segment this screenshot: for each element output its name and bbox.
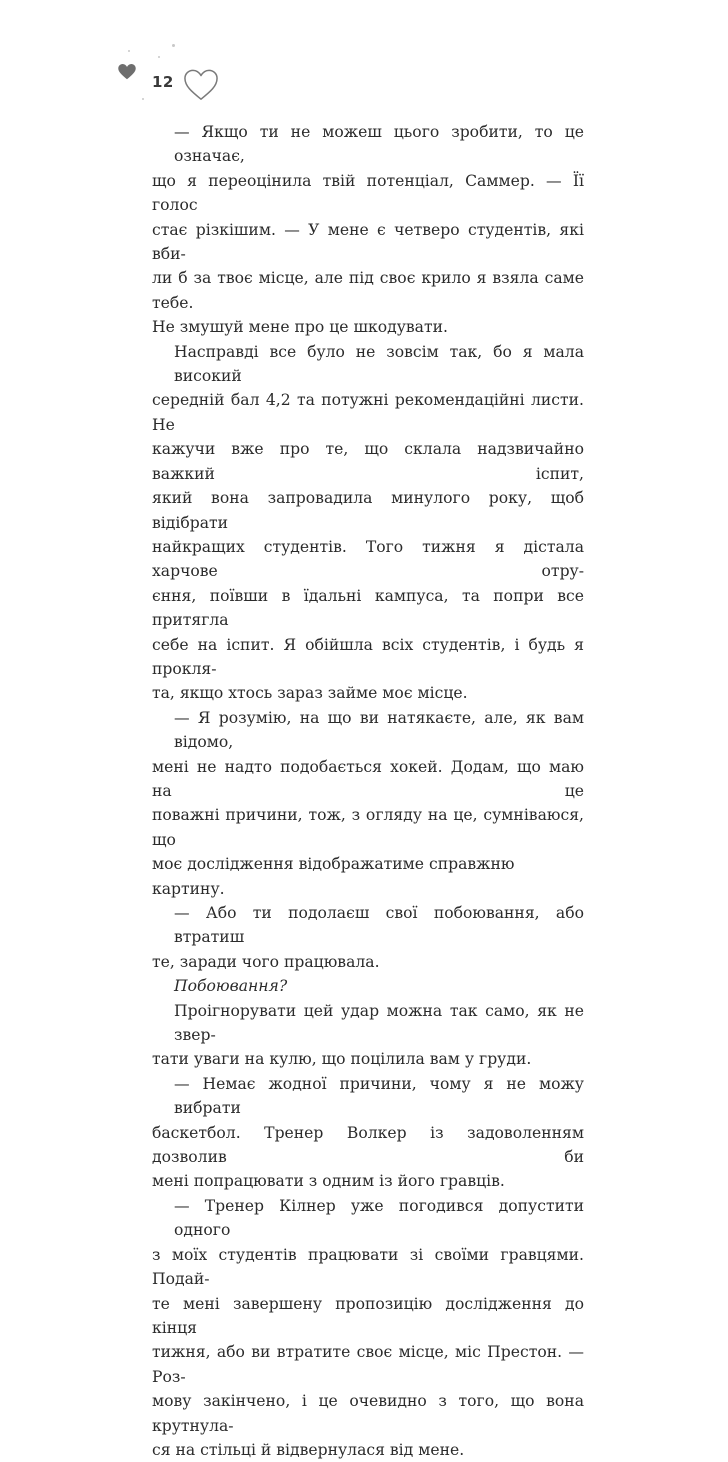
text-line: Не змушуй мене про це шкодувати. [152,318,448,337]
page-header [112,40,232,110]
text-line: середній бал 4,2 та потужні рекомендаційні листи. Не [152,391,584,434]
text-line: єння, поївши в їдальні кампуса, та попри все притягла [152,586,584,630]
text-line: кажучи вже про те, що склала надзвичайно важкий іспит, [152,440,584,483]
text-line: поважні причини, тож, з огляду на це, сумніваюся, що [152,806,584,849]
decorative-dot [142,98,144,100]
text-line: Насправді все було не зовсім так, бо я мала високий [174,342,584,386]
paragraph [152,999,584,1072]
text-line: Проігнорувати цей удар можна так само, як не звер- [174,1001,584,1045]
decorative-dot [128,50,130,52]
text-line: ся на стільці й відвернулася від мене. [152,1440,465,1459]
paragraph [152,120,584,340]
text-line: те, заради чого працювала. [152,952,380,971]
text-line: мову закінчено, і це очевидно з того, що вона крутнула- [152,1392,584,1435]
text-line: мені попрацювати з одним із його гравців. [152,1172,505,1191]
paragraph [152,974,584,998]
text-line: моє дослідження відображатиме справжню картину. [152,855,515,898]
text-line: з моїх студентів працювати зі своїми гравцями. Подай- [152,1245,584,1289]
paragraph [152,901,584,974]
text-line: тижня, або ви втратите своє місце, міс Престон. — Роз- [152,1343,584,1386]
text-line: себе на іспит. Я обійшла всіх студентів, і будь я прокля- [152,635,584,678]
text-line: — Я розумію, на що ви натякаєте, але, як вам відомо, [174,708,584,752]
text-line: — Тренер Кілнер уже погодився допустити одного [174,1196,584,1240]
page-number: 12 [152,73,174,91]
text-line: мені не надто подобається хокей. Додам, що маю на це [152,757,584,800]
paragraph [152,1194,584,1462]
text-line: — Або ти подолаєш свої побоювання, або втратиш [174,904,584,947]
text-line: стає різкішим. — У мене є четверо студентів, які вби- [152,220,584,264]
text-line: що я переоцінила твій потенціал, Саммер. — Її голос [152,171,584,215]
text-line: який вона запровадила минулого року, щоб відібрати [152,489,584,532]
text-line: — Немає жодної причини, чому я не можу вибрати [174,1074,584,1118]
paragraph [152,1072,584,1194]
decorative-dot [172,44,175,47]
heart-filled-icon [118,64,136,80]
text-line: баскетбол. Тренер Волкер із задоволенням дозволив би [152,1123,584,1167]
text-line: Побоювання? [174,977,288,996]
text-line: те мені завершену пропозицію дослідження до кінця [152,1294,584,1337]
text-line: та, якщо хтось зараз займе моє місце. [152,684,468,703]
text-line: ли б за твоє місце, але під своє крило я взяла саме тебе. [152,269,584,312]
text-line: найкращих студентів. Того тижня я дістала харчове отру- [152,537,584,581]
heart-outline-icon [182,68,220,102]
text-line: — Якщо ти не можеш цього зробити, то це означає, [174,123,584,166]
paragraph [152,706,584,901]
paragraph [152,340,584,706]
decorative-dot [158,56,160,58]
text-line: тати уваги на кулю, що поцілила вам у груди. [152,1050,532,1069]
body-text [152,120,584,1462]
